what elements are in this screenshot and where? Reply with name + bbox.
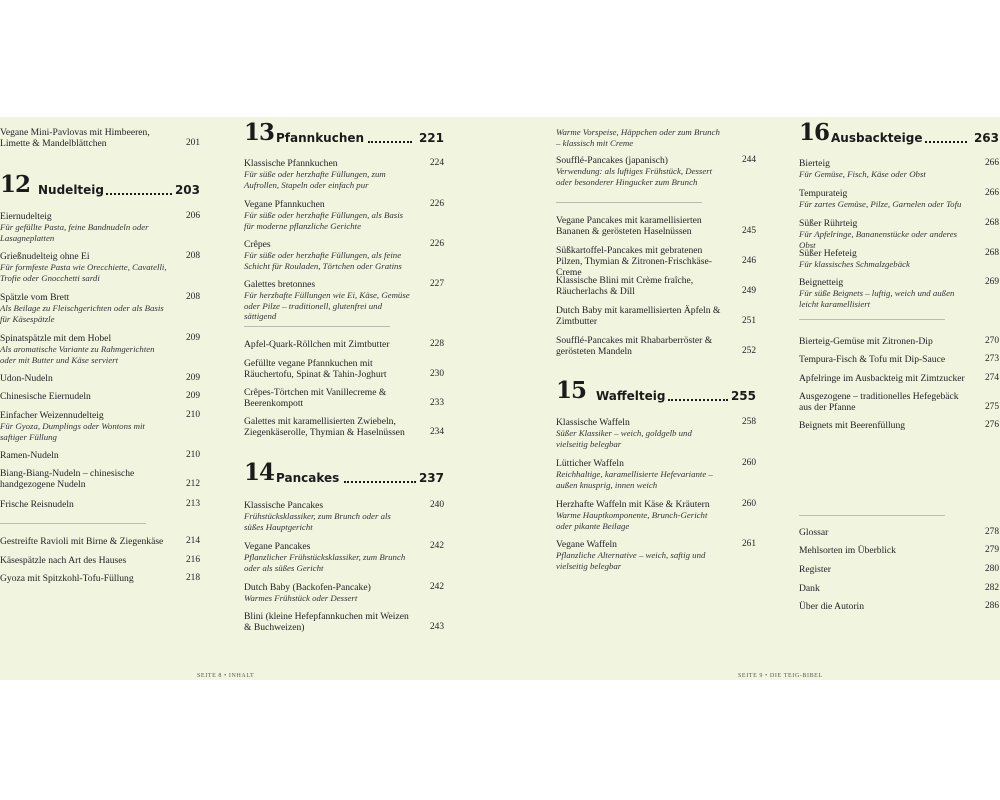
entry-page: 286 [984, 601, 999, 611]
entry-page: 240 [429, 500, 444, 510]
entry-page: 278 [984, 527, 999, 537]
section-number: 16 [799, 119, 830, 146]
toc-entry [0, 499, 200, 510]
entry-page: 274 [984, 373, 999, 383]
entry-page: 201 [185, 138, 200, 148]
toc-entry [799, 391, 999, 413]
entry-page: 260 [741, 499, 756, 509]
entry-title: Bierteig-Gemüse mit Zitronen-Dip [799, 336, 933, 347]
entry-title: Herzhafte Waffeln mit Käse & Kräutern [556, 499, 710, 510]
dot-leader [344, 481, 416, 483]
toc-entry [244, 611, 444, 633]
entry-subtitle: Für zartes Gemüse, Pilze, Garnelen oder Tofu [799, 199, 962, 209]
toc-entry [244, 500, 444, 532]
toc-entry [556, 417, 756, 449]
entry-title: Vegane Mini-Pavlovas mit Himbeeren, Limette & Mandelblättchen [0, 127, 150, 149]
entry-title: Soufflé-Pancakes mit Rhabarberröster & gerösteten Mandeln [556, 335, 713, 357]
entry-page: 209 [185, 373, 200, 383]
entry-page: 245 [741, 226, 756, 236]
entry-page: 206 [185, 211, 200, 221]
entry-title: Gestreifte Ravioli mit Birne & Ziegenkäse [0, 536, 164, 547]
section-title: Nudelteig [38, 183, 105, 197]
entry-title: Galettes mit karamellisierten Zwiebeln, Ziegenkäserolle, Thymian & Haselnüssen [244, 416, 405, 438]
book-spread [0, 117, 1000, 680]
entry-subtitle: Für süße oder herzhafte Füllungen, als Basis für moderne pflanzliche Gerichte [244, 210, 404, 231]
entry-page: 226 [429, 199, 444, 209]
entry-page: 251 [741, 316, 756, 326]
entry-title: Süßer Hefeteig [799, 248, 857, 259]
entry-title: Klassische Pfannkuchen [244, 158, 338, 169]
entry-page: 273 [984, 354, 999, 364]
entry-page: 246 [741, 256, 756, 266]
entry-title: Gyoza mit Spitzkohl-Tofu-Füllung [0, 573, 134, 584]
section-page: 255 [730, 389, 756, 403]
toc-entry [556, 275, 756, 297]
entry-page: 216 [185, 555, 200, 565]
entry-subtitle: Für herzhafte Füllungen wie Ei, Käse, Gemüse oder Pilze – traditionell, glutenfrei und sättigend [244, 290, 410, 321]
entry-title: Crêpes [244, 239, 271, 250]
dot-leader [106, 193, 172, 195]
toc-entry [244, 239, 444, 271]
entry-page: 214 [185, 536, 200, 546]
toc-entry [0, 251, 200, 283]
page-footer-left: SEITE 8 • INHALT [197, 673, 255, 679]
entry-title: Blini (kleine Hefepfannkuchen mit Weizen & Buchweizen) [244, 611, 409, 633]
section-number: 14 [244, 459, 275, 486]
entry-title: Spinatspätzle mit dem Hobel [0, 333, 112, 344]
dot-leader [668, 399, 728, 401]
toc-entry [0, 410, 200, 442]
entry-subtitle: Warme Hauptkomponente, Brunch-Gericht oder pikante Beilage [556, 510, 708, 531]
entry-title: Vegane Pancakes mit karamellisierten Bananen & gerösteten Haselnüssen [556, 215, 702, 237]
entry-subtitle: Für formfeste Pasta wie Orecchiette, Cavatelli, Trofie oder Gnocchetti sardi [0, 262, 167, 283]
entry-subtitle: Als aromatische Variante zu Rahmgerichten oder mit Butter und Käse serviert [0, 344, 155, 365]
entry-page: 233 [429, 398, 444, 408]
toc-entry-continued [556, 127, 756, 148]
toc-entry [556, 539, 756, 571]
toc-entry [556, 245, 756, 278]
entry-title: Ramen-Nudeln [0, 450, 59, 461]
section-heading-pancakes [244, 459, 444, 489]
entry-page: 260 [741, 458, 756, 468]
entry-page: 268 [984, 248, 999, 258]
section-page: 263 [973, 131, 999, 145]
entry-title: Dank [799, 583, 820, 594]
toc-entry [799, 218, 999, 250]
entry-page: 252 [741, 346, 756, 356]
entry-title: Frische Reisnudeln [0, 499, 74, 510]
section-page: 221 [418, 131, 444, 145]
entry-page: 209 [185, 391, 200, 401]
divider [799, 319, 945, 320]
entry-subtitle: Pflanzliche Alternative – weich, saftig und vielseitig belegbar [556, 550, 706, 571]
toc-entry [0, 373, 200, 384]
entry-page: 210 [185, 450, 200, 460]
divider [0, 523, 146, 524]
toc-entry [0, 292, 200, 324]
entry-title: Lütticher Waffeln [556, 458, 624, 469]
entry-page: 218 [185, 573, 200, 583]
toc-entry [556, 305, 756, 327]
entry-title: Vegane Pancakes [244, 541, 311, 552]
entry-title: Register [799, 564, 831, 575]
entry-page: 258 [741, 417, 756, 427]
entry-page: 276 [984, 420, 999, 430]
toc-entry [799, 277, 999, 309]
section-title: Pancakes [276, 471, 340, 485]
toc-entry [244, 339, 444, 350]
entry-page: 210 [185, 410, 200, 420]
entry-title: Dutch Baby (Backofen-Pancake) [244, 582, 371, 593]
page-footer-right: SEITE 9 • DIE TEIG-BIBEL [738, 673, 823, 679]
divider [556, 202, 702, 203]
entry-page: 243 [429, 622, 444, 632]
toc-entry [0, 211, 200, 243]
entry-title: Galettes bretonnes [244, 279, 316, 290]
entry-page: 242 [429, 541, 444, 551]
toc-entry [799, 248, 999, 270]
entry-title: Apfelringe im Ausbackteig mit Zimtzucker [799, 373, 965, 384]
toc-entry [244, 416, 444, 438]
toc-entry [0, 127, 200, 149]
entry-title: Udon-Nudeln [0, 373, 53, 384]
entry-title: Dutch Baby mit karamellisierten Äpfeln & Zimtbutter [556, 305, 721, 327]
entry-page: 212 [185, 479, 200, 489]
toc-entry [799, 158, 999, 180]
entry-subtitle: Süßer Klassiker – weich, goldgelb und vielseitig belegbar [556, 428, 692, 449]
entry-subtitle: Für Gyoza, Dumplings oder Wontons mit saftiger Füllung [0, 421, 145, 442]
entry-title: Ausgezogene – traditionelles Hefegebäck aus der Pfanne [799, 391, 959, 413]
entry-title: Einfacher Weizennudelteig [0, 410, 104, 421]
entry-page: 282 [984, 583, 999, 593]
entry-title: Süßkartoffel-Pancakes mit gebratenen Pilzen, Thymian & Zitronen-Frischkäse-Creme [556, 245, 712, 278]
toc-entry [799, 373, 999, 384]
entry-page: 270 [984, 336, 999, 346]
toc-entry [244, 582, 444, 604]
toc-entry [0, 391, 200, 402]
section-title: Pfannkuchen [276, 131, 365, 145]
entry-title: Tempura-Fisch & Tofu mit Dip-Sauce [799, 354, 946, 365]
entry-subtitle: Als Beilage zu Fleischgerichten oder als Basis für Käsespätzle [0, 303, 164, 324]
toc-entry [799, 601, 999, 612]
toc-entry [0, 573, 200, 584]
section-heading-nudelteig [0, 171, 200, 201]
entry-subtitle: Für gefüllte Pasta, feine Bandnudeln oder Lasagneplatten [0, 222, 149, 243]
section-heading-pfannkuchen [244, 119, 444, 149]
section-title: Waffelteig [596, 389, 666, 403]
entry-title: Spätzle vom Brett [0, 292, 70, 303]
entry-subtitle: Verwendung: als luftiges Frühstück, Dessert oder besonderer Hingucker zum Brunch [556, 166, 713, 187]
entry-page: 249 [741, 286, 756, 296]
entry-title: Glossar [799, 527, 829, 538]
dot-leader [925, 141, 967, 143]
entry-page: 208 [185, 292, 200, 302]
toc-entry [799, 583, 999, 594]
entry-page: 266 [984, 188, 999, 198]
section-number: 15 [556, 377, 587, 404]
entry-page: 226 [429, 239, 444, 249]
entry-title: Biang-Biang-Nudeln – chinesische handgezogene Nudeln [0, 468, 135, 490]
toc-entry [0, 555, 200, 566]
entry-subtitle: Für klassisches Schmalzgebäck [799, 259, 910, 269]
section-heading-waffelteig [556, 377, 756, 407]
entry-page: 275 [984, 402, 999, 412]
entry-page: 266 [984, 158, 999, 168]
entry-page: 242 [429, 582, 444, 592]
entry-subtitle: Reichhaltige, karamellisierte Hefevariante – außen knusprig, innen weich [556, 469, 713, 490]
entry-page: 261 [741, 539, 756, 549]
section-number: 13 [244, 119, 275, 146]
entry-subtitle: Für süße oder herzhafte Füllungen, zum Aufrollen, Stapeln oder einfach pur [244, 169, 386, 190]
section-title: Ausbackteige [831, 131, 923, 145]
toc-entry [556, 499, 756, 531]
entry-title: Käsespätzle nach Art des Hauses [0, 555, 127, 566]
entry-title: Beignets mit Beerenfüllung [799, 420, 906, 431]
toc-entry [244, 358, 444, 380]
entry-subtitle: Pflanzlicher Frühstücksklassiker, zum Brunch oder als süßes Gericht [244, 552, 406, 573]
entry-title: Klassische Waffeln [556, 417, 630, 428]
entry-page: 230 [429, 369, 444, 379]
entry-title: Klassische Pancakes [244, 500, 324, 511]
entry-title: Soufflé-Pancakes (japanisch) [556, 155, 668, 166]
entry-title: Grießnudelteig ohne Ei [0, 251, 90, 262]
entry-page: 269 [984, 277, 999, 287]
toc-entry [556, 458, 756, 490]
entry-title: Mehlsorten im Überblick [799, 545, 896, 556]
entry-title: Vegane Pfannkuchen [244, 199, 325, 210]
toc-entry [556, 215, 756, 237]
toc-entry [0, 450, 200, 461]
entry-subtitle: Für süße Beignets – luftig, weich und außen leicht karamellisiert [799, 288, 955, 309]
entry-title: Süßer Rührteig [799, 218, 858, 229]
entry-page: 213 [185, 499, 200, 509]
entry-page: 279 [984, 545, 999, 555]
entry-title: Eiernudelteig [0, 211, 52, 222]
entry-subtitle: Für süße oder herzhafte Füllungen, als feine Schicht für Rouladen, Törtchen oder Gratins [244, 250, 402, 271]
entry-title: Tempurateig [799, 188, 848, 199]
toc-entry [799, 420, 999, 431]
entry-page: 209 [185, 333, 200, 343]
divider [244, 326, 390, 327]
section-page: 237 [418, 471, 444, 485]
toc-entry [0, 468, 200, 490]
entry-page: 268 [984, 218, 999, 228]
entry-title: Chinesische Eiernudeln [0, 391, 91, 402]
entry-title: Apfel-Quark-Röllchen mit Zimtbutter [244, 339, 390, 350]
toc-entry [244, 158, 444, 190]
entry-page: 234 [429, 427, 444, 437]
toc-entry [799, 188, 999, 210]
toc-entry [799, 527, 999, 538]
entry-title: Crêpes-Törtchen mit Vanillecreme & Beerenkompott [244, 387, 387, 409]
entry-subtitle: Für Apfelringe, Bananenstücke oder anderes Obst [799, 229, 958, 250]
toc-entry [0, 333, 200, 365]
entry-subtitle: Warmes Frühstück oder Dessert [244, 593, 358, 603]
toc-entry [244, 279, 444, 322]
toc-entry [556, 335, 756, 357]
toc-entry [799, 545, 999, 556]
section-heading-ausbackteige [799, 119, 999, 149]
divider [799, 515, 945, 516]
entry-title: Gefüllte vegane Pfannkuchen mit Räuchertofu, Spinat & Tahin-Joghurt [244, 358, 387, 380]
section-number: 12 [0, 171, 31, 198]
entry-page: 228 [429, 339, 444, 349]
toc-entry [0, 536, 200, 547]
entry-subtitle: Für Gemüse, Fisch, Käse oder Obst [799, 169, 926, 179]
entry-page: 280 [984, 564, 999, 574]
toc-entry [556, 155, 756, 187]
entry-page: 224 [429, 158, 444, 168]
toc-entry [244, 541, 444, 573]
entry-page: 227 [429, 279, 444, 289]
toc-entry [799, 336, 999, 347]
entry-title: Klassische Blini mit Crème fraîche, Räucherlachs & Dill [556, 275, 694, 297]
toc-entry [799, 354, 999, 365]
toc-entry [799, 564, 999, 575]
toc-entry [244, 199, 444, 231]
entry-page: 244 [741, 155, 756, 165]
section-page: 203 [174, 183, 200, 197]
entry-subtitle: Warme Vorspeise, Häppchen oder zum Brunch – klassisch mit Creme [556, 127, 720, 148]
toc-entry [244, 387, 444, 409]
entry-title: Über die Autorin [799, 601, 865, 612]
entry-title: Bierteig [799, 158, 830, 169]
entry-subtitle: Frühstücksklassiker, zum Brunch oder als süßes Hauptgericht [244, 511, 391, 532]
entry-title: Beignetteig [799, 277, 844, 288]
dot-leader [368, 141, 412, 143]
entry-page: 208 [185, 251, 200, 261]
entry-title: Vegane Waffeln [556, 539, 617, 550]
